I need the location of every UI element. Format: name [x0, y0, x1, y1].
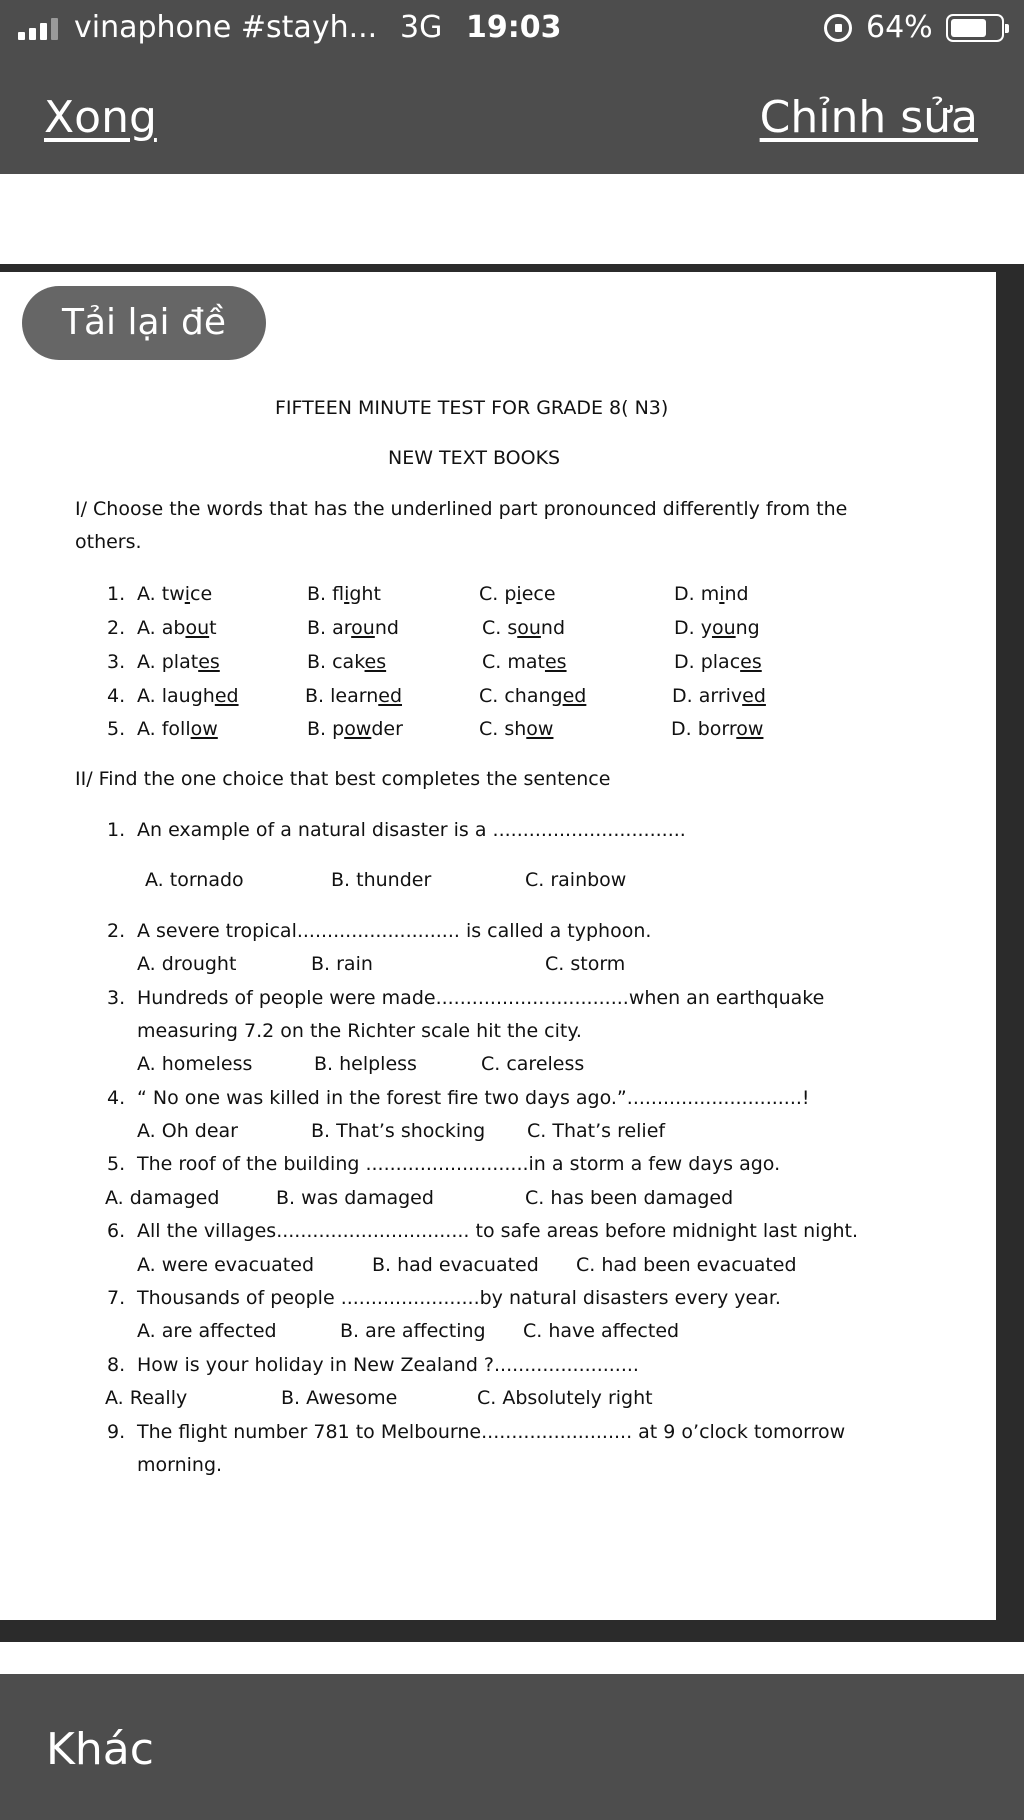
- p2-q2-option-b: B. rain: [311, 953, 373, 975]
- document-page: [0, 272, 996, 1620]
- p2-q6-text: All the villages................................ to safe areas before midnight last night.: [137, 1220, 859, 1242]
- p1-q4-option-d: D. arrived: [672, 685, 766, 707]
- p2-q3-text: Hundreds of people were made................................when an earthquake: [137, 987, 825, 1009]
- p2-q4-option-c: C. That’s relief: [527, 1120, 666, 1142]
- p1-q5-number: 5.: [107, 718, 126, 740]
- p2-q8-option-a: A. Really: [105, 1387, 188, 1409]
- p2-q4-number: 4.: [107, 1087, 126, 1109]
- p2-q2-number: 2.: [107, 920, 126, 942]
- p2-q7-number: 7.: [107, 1287, 126, 1309]
- p1-q3-option-a: A. plates: [137, 651, 220, 673]
- p1-q2-number: 2.: [107, 617, 126, 639]
- part1-heading-cont: others.: [75, 531, 142, 553]
- p2-q8-option-b: B. Awesome: [281, 1387, 398, 1409]
- p2-q1-option-a: A. tornado: [145, 869, 244, 891]
- p2-q4-option-a: A. Oh dear: [137, 1120, 238, 1142]
- p1-q2-option-b: B. around: [307, 617, 399, 639]
- p1-q2-option-a: A. about: [137, 617, 217, 639]
- other-button[interactable]: Khác: [46, 1724, 154, 1775]
- p2-q1-number: 1.: [107, 819, 126, 841]
- battery-icon: [946, 14, 1004, 42]
- p2-q5-option-b: B. was damaged: [276, 1187, 434, 1209]
- p2-q2-text: A severe tropical........................... is called a typhoon.: [137, 920, 652, 942]
- reload-test-button[interactable]: Tải lại đề: [22, 286, 266, 360]
- p2-q3-option-c: C. careless: [481, 1053, 585, 1075]
- p1-q4-option-c: C. changed: [479, 685, 587, 707]
- edit-button[interactable]: Chỉnh sửa: [759, 92, 978, 143]
- p1-q2-option-c: C. sound: [482, 617, 566, 639]
- p2-q6-option-b: B. had evacuated: [372, 1254, 539, 1276]
- p1-q1-option-d: D. mind: [674, 583, 749, 605]
- orientation-lock-icon: [824, 14, 852, 42]
- p2-q4-option-b: B. That’s shocking: [311, 1120, 486, 1142]
- p2-q9-text-cont: morning.: [137, 1454, 223, 1476]
- carrier-name: vinaphone #stayh...: [74, 10, 378, 45]
- p2-q5-option-c: C. has been damaged: [525, 1187, 734, 1209]
- p1-q5-option-b: B. powder: [307, 718, 403, 740]
- p2-q2-option-a: A. drought: [137, 953, 237, 975]
- p2-q7-option-a: A. are affected: [137, 1320, 277, 1342]
- signal-icon: [18, 16, 58, 40]
- p1-q1-number: 1.: [107, 583, 126, 605]
- p2-q5-text: The roof of the building ...........................in a storm a few days ago.: [137, 1153, 781, 1175]
- p2-q7-option-b: B. are affecting: [340, 1320, 486, 1342]
- part2-heading: II/ Find the one choice that best completes the sentence: [75, 768, 611, 790]
- p2-q3-number: 3.: [107, 987, 126, 1009]
- p2-q3-option-a: A. homeless: [137, 1053, 253, 1075]
- p1-q1-option-a: A. twice: [137, 583, 213, 605]
- p1-q3-option-c: C. mates: [482, 651, 567, 673]
- p2-q8-option-c: C. Absolutely right: [477, 1387, 653, 1409]
- p2-q6-option-a: A. were evacuated: [137, 1254, 315, 1276]
- p2-q1-text: An example of a natural disaster is a ................................: [137, 819, 686, 841]
- clock: 19:03: [466, 10, 562, 45]
- part1-heading: I/ Choose the words that has the underlined part pronounced differently from the: [75, 498, 848, 520]
- p2-q8-number: 8.: [107, 1354, 126, 1376]
- next-page-edge: [0, 1642, 1024, 1674]
- p2-q8-text: How is your holiday in New Zealand ?........................: [137, 1354, 639, 1376]
- doc-subtitle: NEW TEXT BOOKS: [388, 447, 561, 469]
- status-bar: [0, 0, 1024, 56]
- p2-q9-text: The flight number 781 to Melbourne......................... at 9 o’clock tomorrow: [137, 1421, 846, 1443]
- p2-q3-option-b: B. helpless: [314, 1053, 417, 1075]
- done-button[interactable]: Xong: [44, 92, 157, 143]
- p2-q3-text-cont: measuring 7.2 on the Richter scale hit the city.: [137, 1020, 582, 1042]
- p2-q5-number: 5.: [107, 1153, 126, 1175]
- p1-q5-option-d: D. borrow: [671, 718, 764, 740]
- p2-q1-option-b: B. thunder: [331, 869, 432, 891]
- network-type: 3G: [400, 10, 443, 45]
- p2-q2-option-c: C. storm: [545, 953, 626, 975]
- p1-q3-option-d: D. places: [674, 651, 762, 673]
- p1-q1-option-c: C. piece: [479, 583, 556, 605]
- top-nav-bar: [0, 56, 1024, 174]
- p2-q4-text: “ No one was killed in the forest fire two days ago.”.............................!: [137, 1087, 810, 1109]
- p1-q1-option-b: B. flight: [307, 583, 381, 605]
- p1-q4-option-a: A. laughed: [137, 685, 239, 707]
- content-gap: [0, 174, 1024, 264]
- bottom-toolbar: [0, 1674, 1024, 1820]
- p1-q4-option-b: B. learned: [305, 685, 402, 707]
- p2-q1-option-c: C. rainbow: [525, 869, 627, 891]
- p1-q3-option-b: B. cakes: [307, 651, 387, 673]
- p1-q4-number: 4.: [107, 685, 126, 707]
- p2-q7-text: Thousands of people .......................by natural disasters every year.: [137, 1287, 781, 1309]
- p1-q5-option-a: A. follow: [137, 718, 218, 740]
- battery-percent: 64%: [866, 10, 933, 45]
- p1-q5-option-c: C. show: [479, 718, 554, 740]
- p2-q5-option-a: A. damaged: [105, 1187, 220, 1209]
- p1-q2-option-d: D. young: [674, 617, 760, 639]
- p1-q3-number: 3.: [107, 651, 126, 673]
- p2-q6-option-c: C. had been evacuated: [576, 1254, 797, 1276]
- doc-title: FIFTEEN MINUTE TEST FOR GRADE 8( N3): [275, 397, 669, 419]
- p2-q9-number: 9.: [107, 1421, 126, 1443]
- p2-q6-number: 6.: [107, 1220, 126, 1242]
- p2-q7-option-c: C. have affected: [523, 1320, 680, 1342]
